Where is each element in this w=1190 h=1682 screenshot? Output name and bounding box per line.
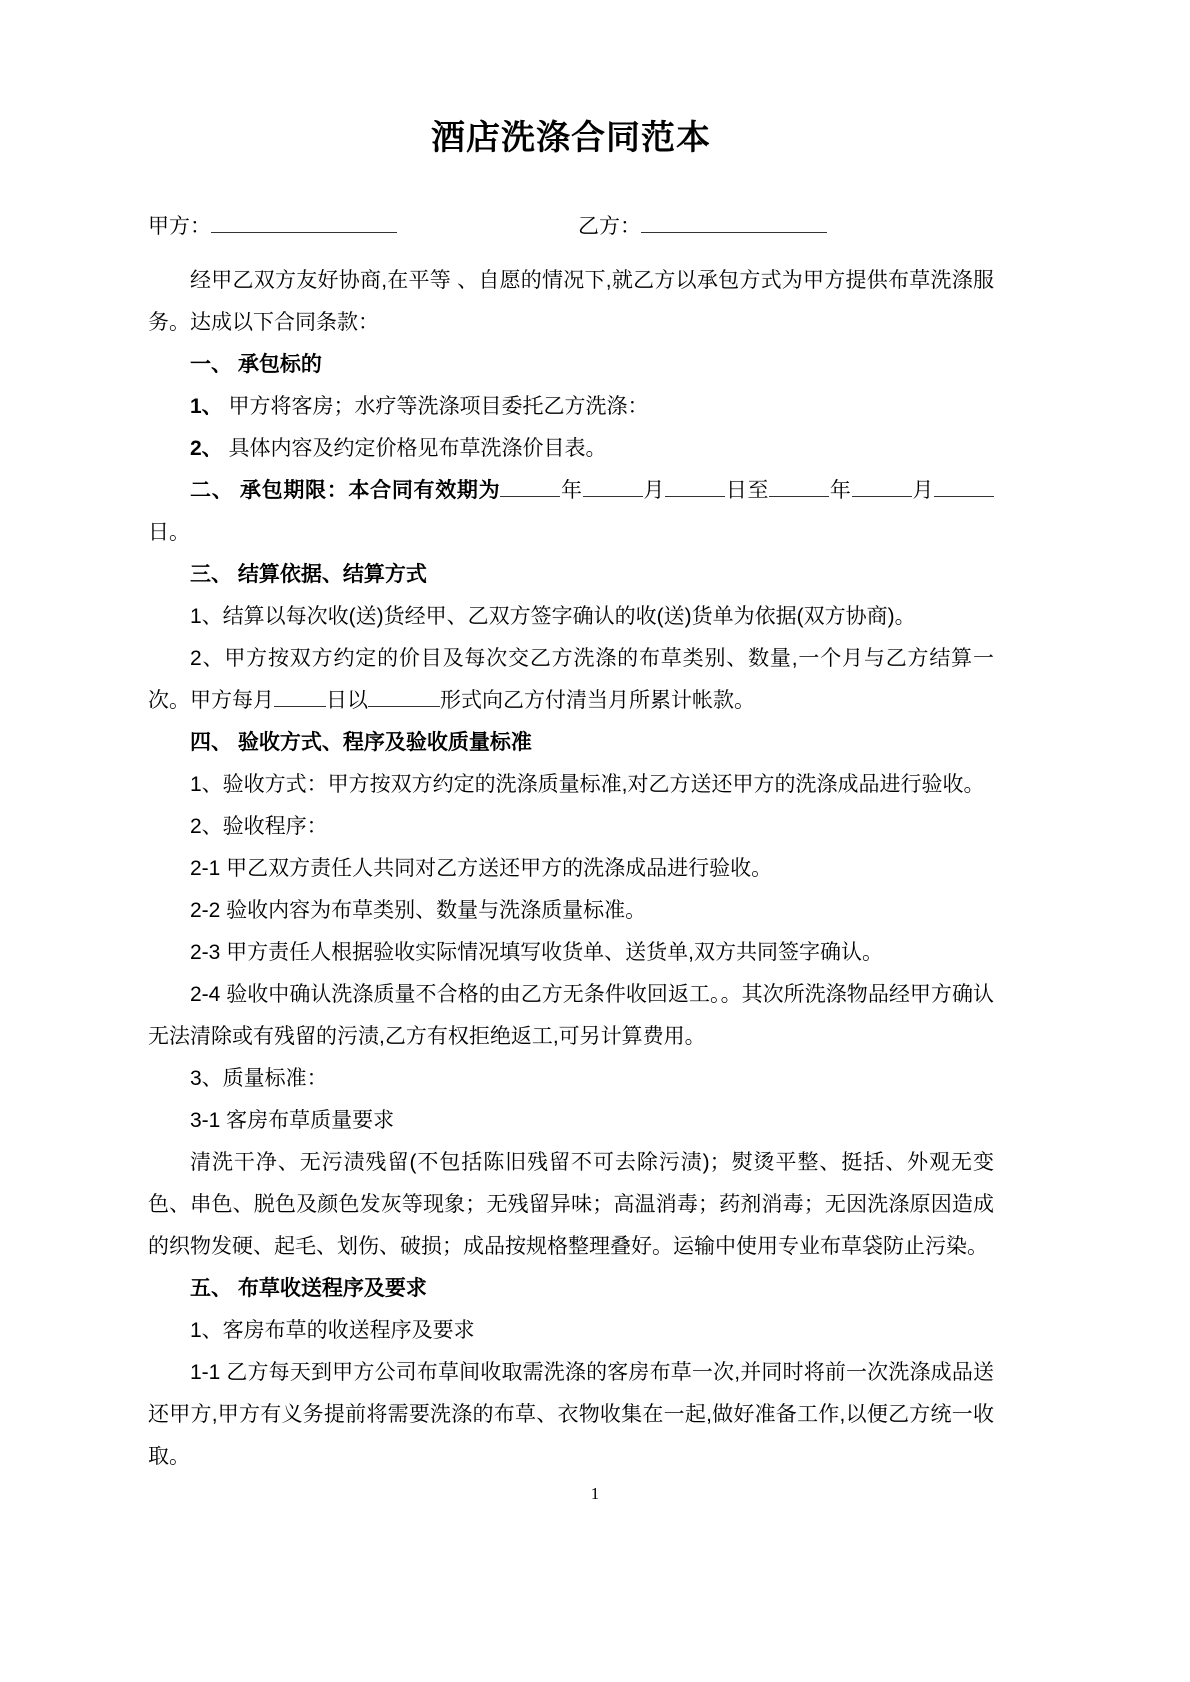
section-3-item-2-text-c: 形式向乙方付清当月所累计帐款。 (440, 689, 755, 713)
term-end-year-blank[interactable] (769, 496, 829, 497)
term-start-year-unit: 年 (560, 479, 583, 503)
term-start-day-unit: 日至 (725, 479, 770, 503)
section-4-item-3-1: 3-1 客房布草质量要求 (190, 1109, 395, 1133)
section-1-item-2-number: 2、 (190, 437, 223, 461)
term-end-year-unit: 年 (829, 479, 852, 503)
party-b-label: 乙方： (578, 214, 641, 238)
party-a-label: 甲方： (148, 214, 211, 238)
section-2-head-prefix: 二、 承包期限：本合同有效期为 (190, 479, 501, 503)
section-1-item-1 (148, 386, 994, 428)
term-start-month-unit: 月 (642, 479, 666, 503)
section-4-item-3: 3、质量标准： (190, 1067, 328, 1091)
section-1-item-1-text: 甲方将客房；水疗等洗涤项目委托乙方洗涤： (222, 395, 649, 419)
section-4-item-2-1: 2-1 甲乙双方责任人共同对乙方送还甲方的洗涤成品进行验收。 (190, 857, 773, 881)
section-3-item-1: 1、结算以每次收(送)货经甲、乙双方签字确认的收(送)货单为依据(双方协商)。 (190, 605, 916, 629)
document-body (148, 0, 994, 1478)
party-b-blank[interactable] (641, 232, 827, 233)
section-heading-2 (148, 470, 994, 554)
page-number: 1 (590, 1484, 600, 1503)
page-title: 酒店洗涤合同范本 (431, 119, 711, 157)
section-4-item-2-4: 2-4 验收中确认洗涤质量不合格的由乙方无条件收回返工。。其次所洗涤物品经甲方确认无法清除或有残留的污渍,乙方有权拒绝返工,可另计算费用。 (148, 983, 994, 1049)
section-4-item-2-2: 2-2 验收内容为布草类别、数量与洗涤质量标准。 (190, 899, 647, 923)
section-3-item-2-text-b: 日以 (326, 689, 368, 713)
section-4-item-3-1-body: 清洗干净、无污渍残留(不包括陈旧残留不可去除污渍)；熨烫平整、挺括、外观无变色、串色、脱色及颜色发灰等现象；无残留异味；高温消毒；药剂消毒；无因洗涤原因造成的织物发硬、起毛、划伤、破损；成品按规格整理叠好。运输中使用专业布草袋防止污染。 (148, 1151, 994, 1259)
section-3-item-2 (148, 638, 994, 722)
section-1-item-2 (148, 428, 994, 470)
term-end-month-blank[interactable] (852, 496, 912, 497)
payment-form-blank[interactable] (368, 706, 440, 707)
section-heading-5: 五、 布草收送程序及要求 (190, 1277, 427, 1301)
term-start-day-blank[interactable] (665, 496, 725, 497)
parties-row (148, 211, 994, 243)
party-b-field (578, 211, 827, 243)
payment-day-blank[interactable] (274, 706, 326, 707)
section-1-item-1-number: 1、 (190, 395, 223, 419)
section-4-item-2-3: 2-3 甲方责任人根据验收实际情况填写收货单、送货单,双方共同签字确认。 (190, 941, 884, 965)
section-5-item-1-1: 1-1 乙方每天到甲方公司布草间收取需洗涤的客房布草一次,并同时将前一次洗涤成品送还甲方,甲方有义务提前将需要洗涤的布草、衣物收集在一起,做好准备工作,以便乙方统一收取。 (148, 1361, 994, 1469)
party-a-field (148, 211, 578, 243)
section-1-item-2-text: 具体内容及约定价格见布草洗涤价目表。 (222, 437, 607, 461)
term-start-year-blank[interactable] (500, 496, 560, 497)
section-heading-4: 四、 验收方式、程序及验收质量标准 (190, 731, 532, 755)
party-a-blank[interactable] (211, 232, 397, 233)
section-heading-1: 一、 承包标的 (190, 353, 322, 377)
term-end-month-unit: 月 (911, 479, 935, 503)
section-heading-3: 三、 结算依据、结算方式 (190, 563, 427, 587)
section-3-item-2-text-a: 2、甲方按双方约定的价目及每次交乙方洗涤的布草类别、数量,一个月与乙方结算一次。甲方每月 (148, 647, 994, 713)
term-start-month-blank[interactable] (583, 496, 643, 497)
section-4-item-1: 1、验收方式：甲方按双方约定的洗涤质量标准,对乙方送还甲方的洗涤成品进行验收。 (190, 773, 985, 797)
section-5-item-1: 1、客房布草的收送程序及要求 (190, 1319, 475, 1343)
term-end-day-unit: 日。 (148, 521, 190, 545)
section-4-item-2: 2、验收程序： (190, 815, 328, 839)
intro-paragraph: 经甲乙双方友好协商,在平等 、自愿的情况下,就乙方以承包方式为甲方提供布草洗涤服务。达成以下合同条款： (148, 269, 995, 335)
term-end-day-blank[interactable] (934, 496, 994, 497)
